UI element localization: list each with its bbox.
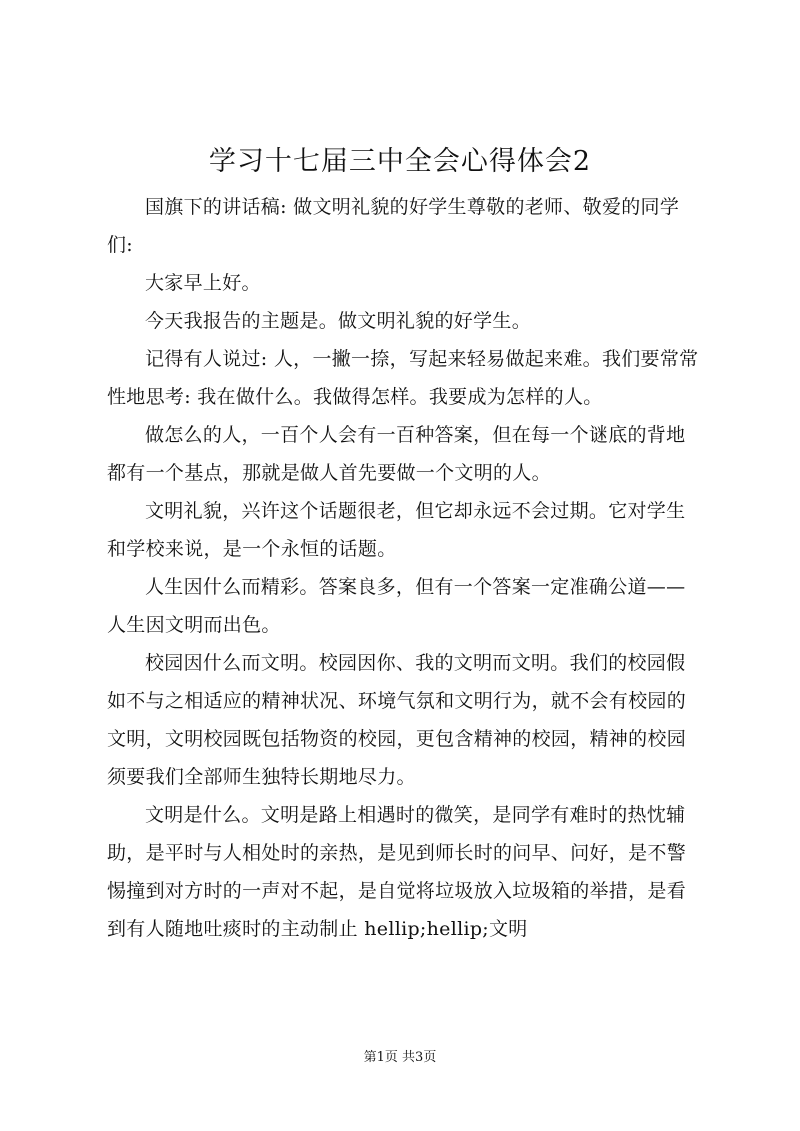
paragraph-7: 人生因什么而精彩。答案良多，但有一个答案一定准确公道——人生因文明而出色。 <box>107 576 686 636</box>
paragraph-6: 文明礼貌，兴许这个话题很老，但它却永远不会过期。它对学生和学校来说，是一个永恒的话题。 <box>107 500 686 560</box>
page-footer: 第1页 共3页 <box>363 1050 437 1065</box>
paragraph-4: 记得有人说过: 人，一撇一捺，写起来轻易做起来难。我们要常常性地思考: 我在做什么。我做得怎样。我要成为怎样的人。 <box>107 348 699 408</box>
document-body <box>107 188 701 948</box>
paragraph-3: 今天我报告的主题是。做文明礼貌的好学生。 <box>145 310 532 332</box>
paragraph-9: 文明是什么。文明是路上相遇时的微笑，是同学有难时的热忱辅助，是平时与人相处时的亲热，是见到师长时的问早、问好，是不警惕撞到对方时的一声对不起，是自觉将垃圾放入垃圾箱的举措，是看到有人随地吐痰时的主动制止 hellip;hellip;文明 <box>107 804 687 940</box>
paragraph-2: 大家早上好。 <box>145 272 261 294</box>
paragraph-8: 校园因什么而文明。校园因你、我的文明而文明。我们的校园假如不与之相适应的精神状况、环境气氛和文明行为，就不会有校园的文明，文明校园既包括物资的校园，更包含精神的校园，精神的校园须要我们全部师生独特长期地尽力。 <box>107 652 687 788</box>
document-title: 学习十七届三中全会心得体会2 <box>208 146 592 177</box>
paragraph-1: 国旗下的讲话稿: 做文明礼貌的好学生尊敬的老师、敬爱的同学们: <box>107 196 680 256</box>
paragraph-5: 做怎么的人，一百个人会有一百种答案，但在每一个谜底的背地都有一个基点，那就是做人首先要做一个文明的人。 <box>107 424 686 484</box>
